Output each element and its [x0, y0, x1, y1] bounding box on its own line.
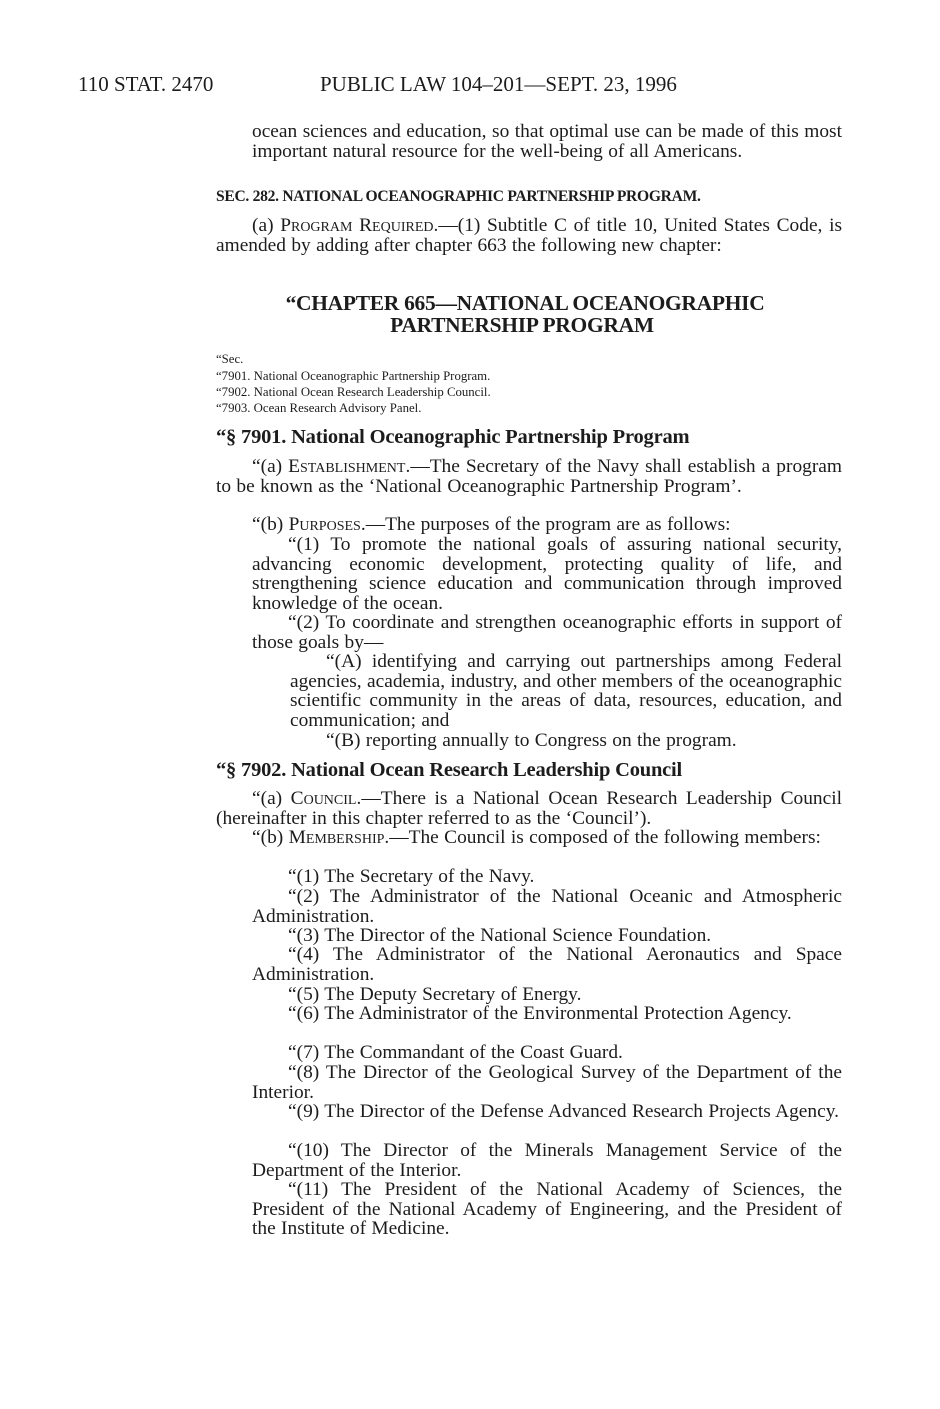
member-item: “(5) The Deputy Secretary of Energy. — [288, 984, 582, 1005]
section-7902-subsection-b — [216, 828, 842, 848]
member-item: “(11) The President of the National Academy of Sciences, the President of the National Academy of Engineering, and the President of the Institute of Medicine. — [252, 1179, 842, 1240]
subsection-text: —The Council is composed of the following members: — [389, 827, 821, 848]
member-item: “(8) The Director of the Geological Survey of the Department of the Interior. — [252, 1062, 842, 1103]
section-282-subsection-a — [216, 216, 842, 255]
subsection-caption: Establishment. — [288, 456, 411, 477]
toc-item: “7903. Ocean Research Advisory Panel. — [216, 401, 422, 415]
toc-item: “7902. National Ocean Research Leadership Council. — [216, 385, 491, 399]
public-law-reference: PUBLIC LAW 104–201—SEPT. 23, 1996 — [320, 72, 677, 96]
subsection-caption: Program Required. — [280, 215, 439, 236]
member-item: “(3) The Director of the National Science Foundation. — [288, 925, 712, 946]
subsection-caption: Council. — [290, 788, 362, 809]
page-stat-reference: 110 STAT. 2470 — [78, 72, 214, 96]
section-7901-subsection-b — [216, 515, 842, 535]
member-item: “(9) The Director of the Defense Advanced Research Projects Agency. — [288, 1101, 839, 1122]
member-item: “(6) The Administrator of the Environmental Protection Agency. — [288, 1003, 792, 1024]
subsection-caption: Membership. — [288, 827, 390, 848]
section-7901-paragraph-2: “(2) To coordinate and strengthen oceanographic efforts in support of those goals by— — [252, 612, 842, 653]
section-7901-subparagraph-a: “(A) identifying and carrying out partnerships among Federal agencies, academia, industry, and other members of the oceanographic scientific community in the areas of data, resources, education, and communication; and — [290, 651, 842, 731]
section-7901-heading: “§ 7901. National Oceanographic Partnership Program — [216, 426, 690, 448]
section-7901-paragraph-1: “(1) To promote the national goals of assuring national security, advancing economic development, protecting quality of life, and strengthening science education and communication through improved knowledge of the ocean. — [252, 534, 842, 614]
subsection-text: —(1) Subtitle C of title 10, United States Code, is amended by adding after chapter 663 the following new chapter: — [216, 215, 843, 256]
subsection-designation: “(a) — [252, 456, 289, 477]
member-item: “(10) The Director of the Minerals Management Service of the Department of the Interior. — [252, 1140, 842, 1181]
subsection-designation: “(a) — [252, 788, 291, 809]
section-7902-subsection-a — [216, 789, 842, 828]
member-item: “(2) The Administrator of the National Oceanic and Atmospheric Administration. — [252, 886, 842, 927]
continuation-paragraph: ocean sciences and education, so that optimal use can be made of this most important natural resource for the well-being of all Americans. — [252, 121, 842, 162]
member-item: “(1) The Secretary of the Navy. — [288, 866, 535, 887]
subsection-caption: Purposes. — [288, 514, 366, 535]
subsection-text: —There is a National Ocean Research Leadership Council (hereinafter in this chapter referred to as the ‘Council’). — [216, 788, 842, 829]
subsection-designation: “(b) — [252, 514, 289, 535]
subsection-designation: (a) — [252, 215, 281, 236]
section-7901-subsection-a — [216, 457, 842, 496]
subsection-text: —The purposes of the program are as follows: — [365, 514, 731, 535]
section-282-heading: SEC. 282. NATIONAL OCEANOGRAPHIC PARTNERSHIP PROGRAM. — [216, 188, 701, 205]
subsection-text: —The Secretary of the Navy shall establish a program to be known as the ‘National Oceanographic Partnership Program’. — [216, 456, 842, 497]
section-7902-heading: “§ 7902. National Ocean Research Leadership Council — [216, 759, 683, 781]
member-item: “(4) The Administrator of the National Aeronautics and Space Administration. — [252, 944, 842, 985]
section-7901-subparagraph-b: “(B) reporting annually to Congress on the program. — [326, 730, 737, 751]
subsection-designation: “(b) — [252, 827, 289, 848]
chapter-heading-line-2: PARTNERSHIP PROGRAM — [390, 313, 654, 337]
chapter-heading-line-1: “CHAPTER 665—NATIONAL OCEANOGRAPHIC — [285, 291, 765, 315]
member-item: “(7) The Commandant of the Coast Guard. — [288, 1042, 623, 1063]
toc-label: “Sec. — [216, 352, 244, 366]
toc-item: “7901. National Oceanographic Partnership Program. — [216, 369, 491, 383]
